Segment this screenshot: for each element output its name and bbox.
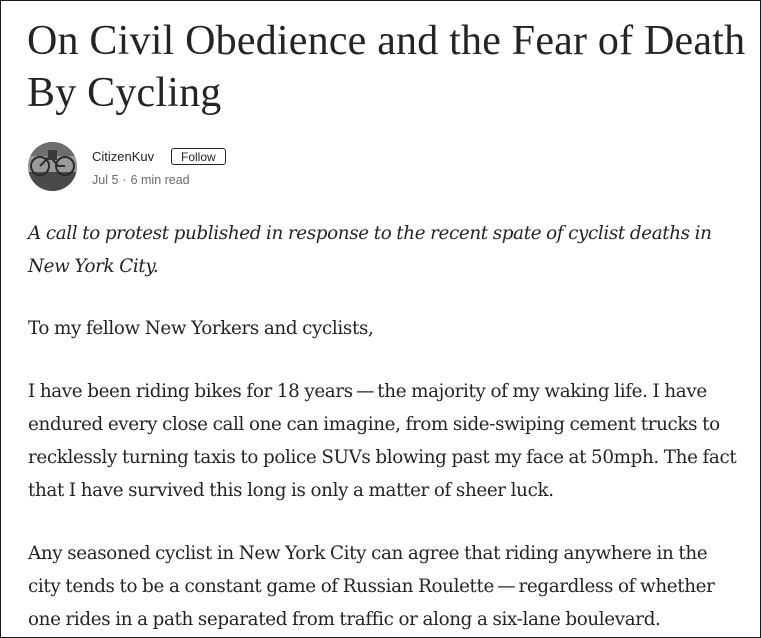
meta-separator: · — [122, 173, 127, 187]
publish-date: Jul 5 — [92, 173, 119, 187]
read-time: 6 min read — [130, 173, 190, 187]
author-avatar[interactable] — [28, 142, 77, 191]
article-meta — [92, 172, 190, 188]
article-title: On Civil Obedience and the Fear of Death By Cycling — [27, 18, 746, 116]
article-intro: A call to protest published in response to the recent spate of cyclist deaths in New York City. — [28, 223, 712, 277]
paragraph-russian-roulette: Any seasoned cyclist in New York City can agree that riding anywhere in the city tends to be a constant game of Russian Roulette — regardless of whether one rides in a path separated from traffic or along a six-lane boulevard. — [28, 543, 715, 630]
author-name[interactable]: CitizenKuv — [92, 149, 155, 164]
paragraph-riding-history: I have been riding bikes for 18 years — the majority of my waking life. I have endured every close call one can imagine, from side-swiping cement trucks to recklessly turning taxis to police SUVs blowing past my face at 50mph. The fact that I have survived this long is only a matter of sheer luck. — [28, 381, 737, 501]
paragraph-salutation: To my fellow New Yorkers and cyclists, — [28, 318, 374, 339]
article-body — [28, 217, 740, 638]
profile-photo-icon — [28, 142, 77, 191]
author-byline — [28, 142, 428, 192]
follow-button[interactable]: Follow — [171, 148, 226, 165]
